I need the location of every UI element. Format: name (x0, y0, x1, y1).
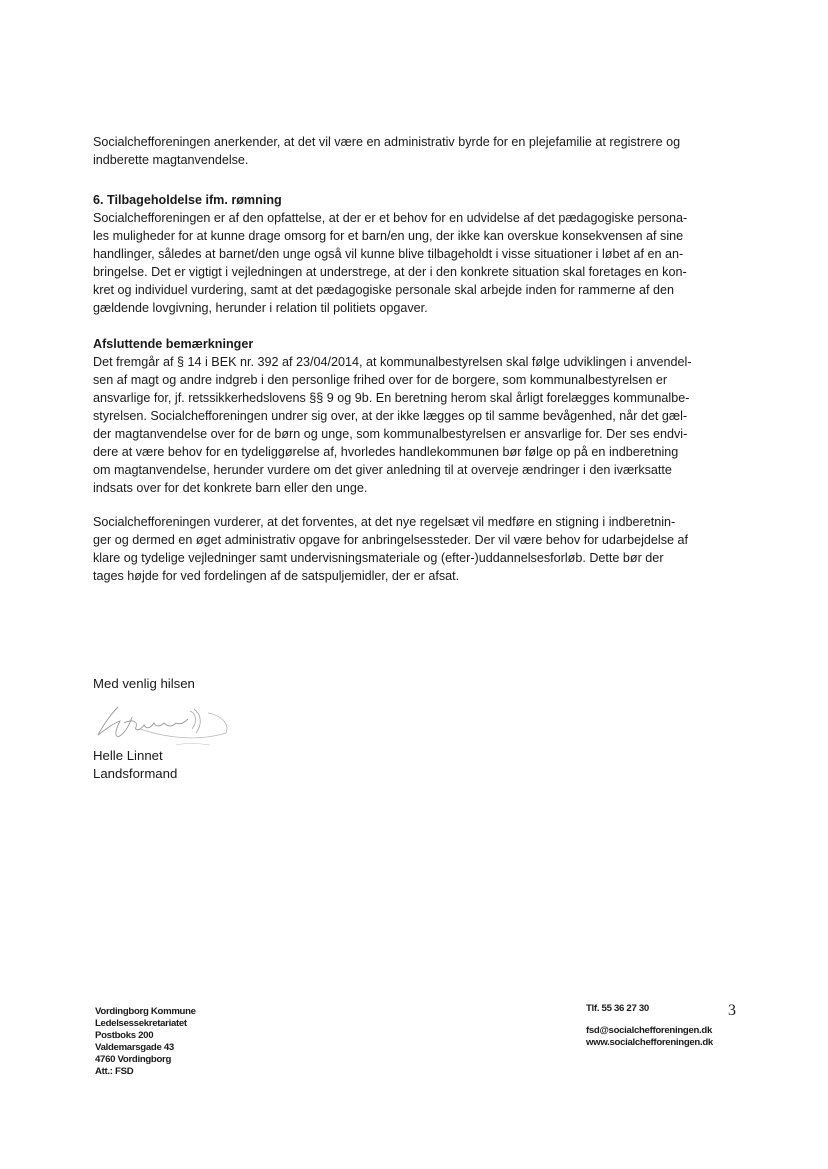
greeting: Med venlig hilsen (93, 676, 195, 691)
paragraph-line: handlinger, således at barnet/den unge også vil kunne blive tilbageholdt i visse situationer i løbet af en an- (93, 247, 684, 261)
signer-block (93, 747, 177, 783)
signer-name: Helle Linnet (93, 748, 163, 763)
paragraph-line: styrelsen. Socialchefforeningen undrer sig over, at der ikke lægges op til samme bevågenhed, når det gæl- (93, 409, 688, 423)
email-link[interactable]: fsd@socialchefforeningen.dk (586, 1025, 712, 1036)
phone-number: Tlf. 55 36 27 30 (586, 1003, 649, 1014)
paragraph-line: klare og tydelige vejledninger samt undervisningsmateriale og (efter-)uddannelsesforløb. Dette bør der (93, 551, 664, 565)
signer-title: Landsformand (93, 766, 178, 781)
section-heading: Afsluttende bemærkninger (93, 337, 254, 351)
paragraph-line: Socialchefforeningen vurderer, at det forventes, at det nye regelsæt vil medføre en stigning i indberetnin- (93, 515, 676, 529)
closing-remarks-section (93, 335, 743, 497)
section-6 (93, 191, 743, 317)
address-line: Vordingborg Kommune (95, 1006, 196, 1017)
address-line: Valdemarsgade 43 (95, 1042, 174, 1053)
address-line: 4760 Vordingborg (95, 1054, 172, 1065)
paragraph-line: tages højde for ved fordelingen af de satspuljemidler, der er afsat. (93, 569, 460, 583)
footer-contact (586, 1003, 713, 1049)
intro-paragraph (93, 133, 743, 169)
handwritten-signature (80, 693, 230, 753)
address-line: Att.: FSD (95, 1066, 134, 1077)
paragraph-line: Socialchefforeningen anerkender, at det vil være en administrativ byrde for en plejefamilie at registrere og (93, 135, 681, 149)
section-heading: 6. Tilbageholdelse ifm. rømning (93, 193, 282, 207)
address-line: Ledelsessekretariatet (95, 1018, 187, 1029)
paragraph-line: les muligheder for at kunne drage omsorg for et barn/en ung, der ikke kan overskue konsekvensen af sine (93, 229, 684, 243)
paragraph-line: ansvarlige for, jf. retssikkerhedslovens §§ 9 og 9b. En beretning herom skal årligt forelægges kommunalbe- (93, 391, 690, 405)
paragraph-line: dere at være behov for en tydeliggørelse af, hvorledes handlekommunen bør følge op på en indberetning (93, 445, 679, 459)
paragraph-line: om magtanvendelse, herunder vurdere om det giver anledning til at overveje ændringer i den iværksatte (93, 463, 672, 477)
website-link[interactable]: www.socialchefforeningen.dk (586, 1037, 713, 1048)
paragraph-line: sen af magt og andre indgreb i den personlige frihed over for de borgere, som kommunalbestyrelsen er (93, 373, 668, 387)
paragraph-line: indberette magtanvendelse. (93, 153, 249, 167)
paragraph-line: bringelse. Det er vigtigt i vejledningen at understrege, at der i den konkrete situation skal foretages en kon- (93, 265, 687, 279)
paragraph-line: Det fremgår af § 14 i BEK nr. 392 af 23/04/2014, at kommunalbestyrelsen skal følge udviklingen i anvendel- (93, 355, 692, 369)
paragraph-line: gældende lovgivning, herunder i relation til politiets opgaver. (93, 301, 428, 315)
paragraph-line: kret og individuel vurdering, samt at det pædagogiske personale skal arbejde inden for rammerne af den (93, 283, 675, 297)
paragraph-line: der magtanvendelse over for de børn og unge, som kommunalbestyrelsen er ansvarlige for. Der ses endvi- (93, 427, 688, 441)
paragraph-line: ger og dermed en øget administrativ opgave for anbringelsessteder. Der vil være behov for udarbejdelse af (93, 533, 689, 547)
paragraph-line: Socialchefforeningen er af den opfattelse, at der er et behov for en udvidelse af det pædagogiske persona- (93, 211, 688, 225)
footer-address (95, 1006, 196, 1078)
address-line: Postboks 200 (95, 1030, 154, 1041)
paragraph-line: indsats over for det konkrete barn eller den unge. (93, 481, 368, 495)
final-paragraph (93, 513, 743, 585)
page-number: 3 (728, 1002, 736, 1019)
